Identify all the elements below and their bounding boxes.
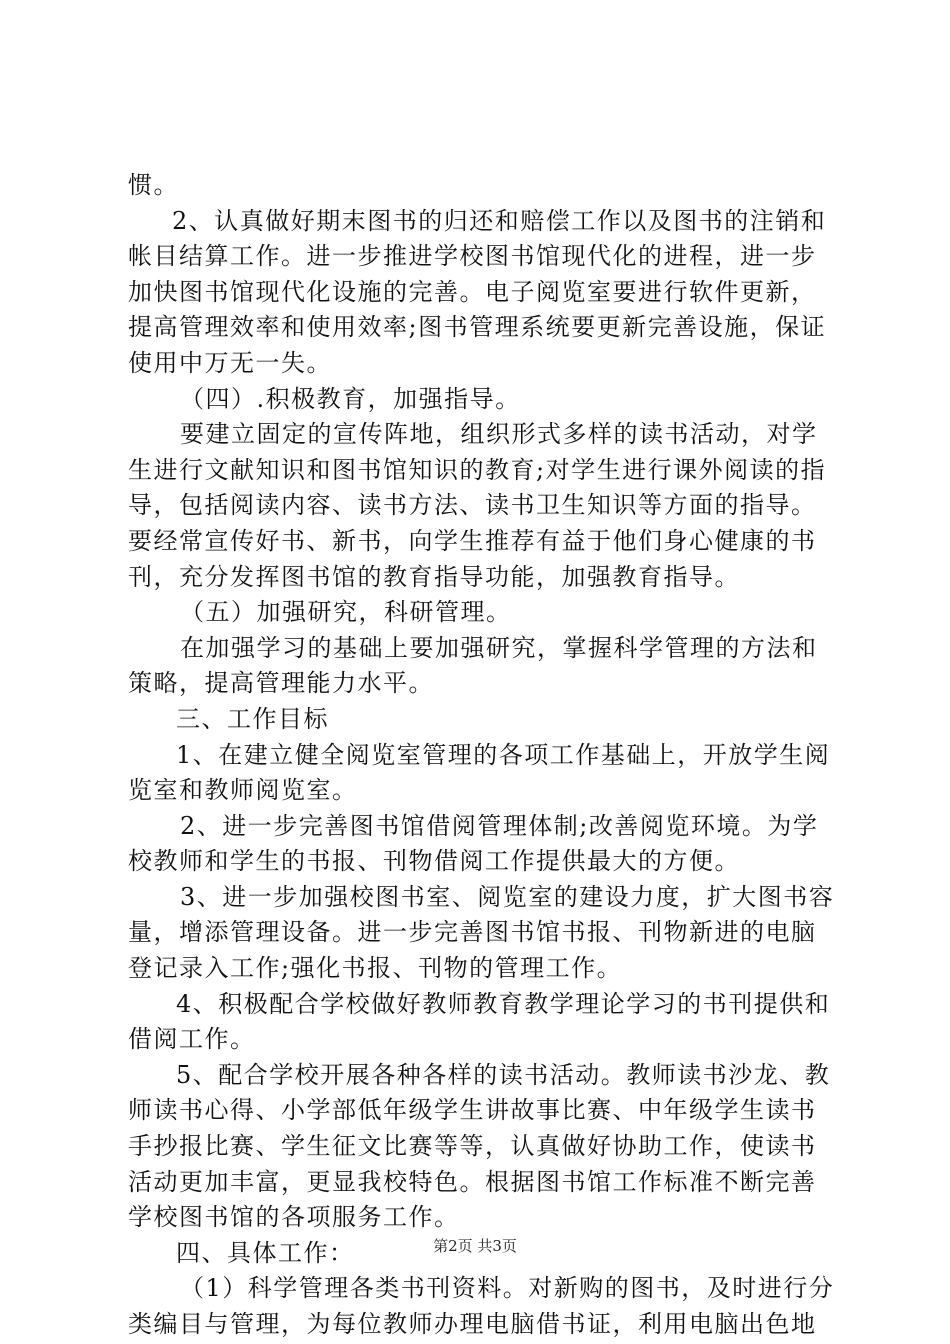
text-line: 要建立固定的宣传阵地，组织形式多样的读书活动，对学 [180, 420, 818, 449]
text-line: 2、认真做好期末图书的归还和赔偿工作以及图书的注销和 [172, 206, 827, 235]
text-line: 帐目结算工作。进一步推进学校图书馆现代化的进程，进一步 [128, 242, 817, 271]
text-line: 手抄报比赛、学生征文比赛等等，认真做好协助工作，使读书 [128, 1132, 817, 1161]
section-heading: 四、具体工作： [176, 1238, 355, 1267]
text-line: 加快图书馆现代化设施的完善。电子阅览室要进行软件更新， [128, 277, 817, 306]
text-line: （1）科学管理各类书刊资料。对新购的图书，及时进行分 [180, 1274, 835, 1303]
text-line: 1、在建立健全阅览室管理的各项工作基础上，开放学生阅 [176, 740, 831, 769]
text-line: 使用中万无一失。 [128, 348, 332, 377]
text-line: 在加强学习的基础上要加强研究，掌握科学管理的方法和 [180, 633, 818, 662]
text-line: 3、进一步加强校图书室、阅览室的建设力度，扩大图书容 [180, 882, 835, 911]
text-line: 策略，提高管理能力水平。 [128, 669, 434, 698]
text-line: 学校图书馆的各项服务工作。 [128, 1203, 460, 1232]
document-body [128, 168, 835, 1343]
text-line: 活动更加丰富，更显我校特色。根据图书馆工作标准不断完善 [128, 1167, 817, 1196]
section-heading: （五）加强研究，科研管理。 [180, 598, 512, 627]
section-heading: （四）.积极教育，加强指导。 [180, 384, 521, 413]
text-line: 2、进一步完善图书馆借阅管理体制;改善阅览环境。为学 [180, 811, 819, 840]
text-line: 生进行文献知识和图书馆知识的教育;对学生进行课外阅读的指 [128, 455, 827, 484]
text-line: 导，包括阅读内容、读书方法、读书卫生知识等方面的指导。 [128, 491, 817, 520]
text-line: 师读书心得、小学部低年级学生讲故事比赛、中年级学生读书 [128, 1096, 817, 1125]
text-line: 提高管理效率和使用效率;图书管理系统要更新完善设施，保证 [128, 313, 827, 342]
text-line: 校教师和学生的书报、刊物借阅工作提供最大的方便。 [128, 847, 740, 876]
text-line: 登记录入工作;强化书报、刊物的管理工作。 [128, 954, 623, 983]
text-line: 览室和教师阅览室。 [128, 776, 358, 805]
text-line: 4、积极配合学校做好教师教育教学理论学习的书刊提供和 [176, 989, 831, 1018]
text-line: 5、配合学校开展各种各样的读书活动。教师读书沙龙、教 [176, 1060, 831, 1089]
text-line: 刊，充分发挥图书馆的教育指导功能，加强教育指导。 [128, 562, 740, 591]
text-line: 类编目与管理，为每位教师办理电脑借书证，利用电脑出色地 [128, 1310, 817, 1338]
text-line: 借阅工作。 [128, 1025, 256, 1054]
page-footer [0, 1236, 950, 1256]
page-number-label: 第2页 共3页 [433, 1237, 517, 1255]
section-heading: 三、工作目标 [176, 704, 329, 733]
text-line: 惯。 [128, 171, 179, 199]
text-line: 量，增添管理设备。进一步完善图书馆书报、刊物新进的电脑 [128, 918, 817, 947]
text-line: 要经常宣传好书、新书，向学生推荐有益于他们身心健康的书 [128, 526, 817, 555]
